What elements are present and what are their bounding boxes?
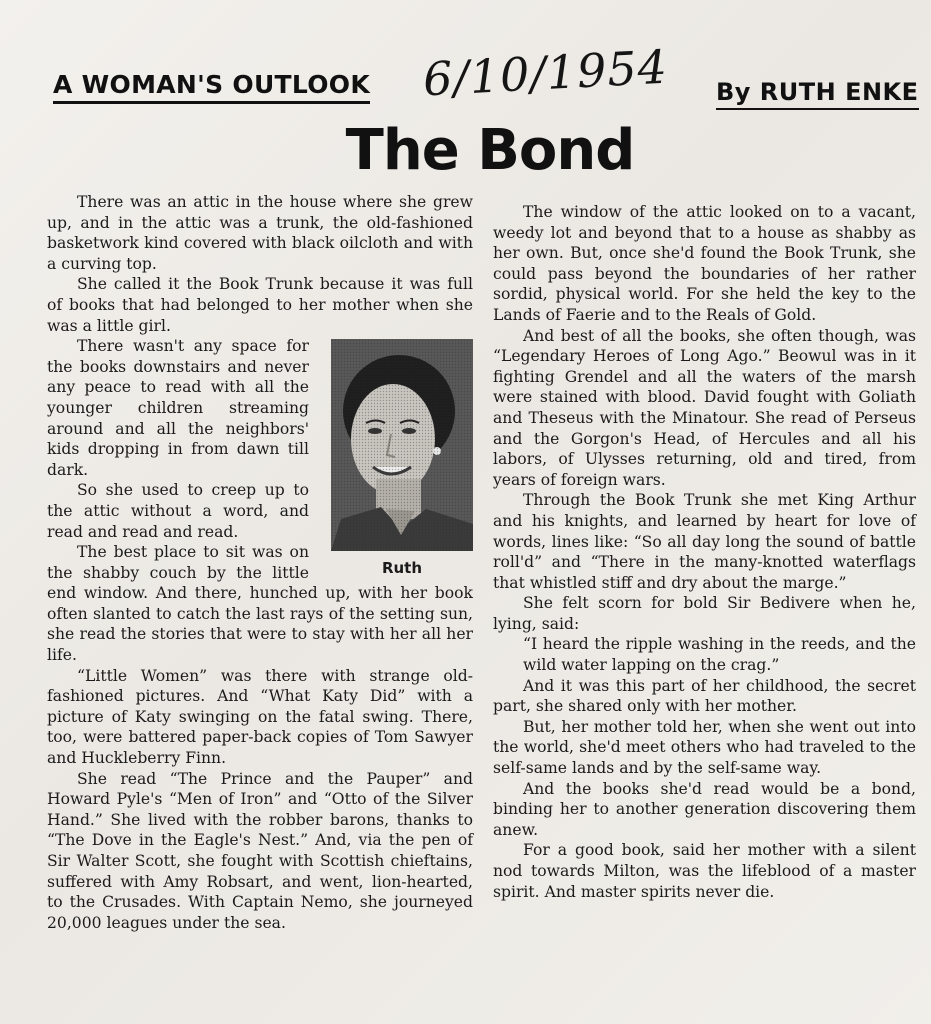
author-photo-block — [323, 339, 473, 579]
paragraph: She read “The Prince and the Pauper” and Howard Pyle's “Men of Iron” and “Otto of the Silver Hand.” She lived with the robber barons, thanks to “The Dove in the Eagle's Nest.” And, via the pen of Sir Walter Scott, she fought with Scottish chieftains, suffered with Amy Robsart, and went, lion-hearted, to the Crusades. With Captain Nemo, she journeyed 20,000 leagues under the sea. — [47, 769, 473, 932]
paragraph: And best of all the books, she often though, was “Legendary Heroes of Long Ago.” Beowul was in it fighting Grendel and all the waters of the marsh were stained with blood. David fought with Goliath and Theseus with the Minatour. She read of Perseus and the Gorgon's Head, of Hercules and all his labors, of Ulysses returning, old and tired, from years of foreign wars. — [493, 326, 916, 489]
paragraph: For a good book, said her mother with a silent nod towards Milton, was the lifeblood of a master spirit. And master spirits never die. — [493, 841, 916, 901]
paragraph: Through the Book Trunk she met King Arthur and his knights, and learned by heart for love of words, lines like: “So all day long the sound of battle roll'd” and “There in the many-knotted waterflags that whistled stiff and dry about the marge.” — [493, 491, 916, 592]
paragraph: There wasn't any space for the books downstairs and never any peace to read with all the younger children streaming around and all the neighbors' kids dropping in from dawn till dark. — [47, 337, 309, 479]
article-title: The Bond — [345, 118, 635, 183]
right-column — [493, 202, 916, 902]
paragraph: But, her mother told her, when she went out into the world, she'd meet others who had traveled to the self-same lands and by the self-same way. — [493, 717, 916, 778]
handwritten-date: 6/10/1954 — [421, 39, 670, 107]
paragraph: And it was this part of her childhood, the secret part, she shared only with her mother. — [493, 676, 916, 716]
paragraph: And the books she'd read would be a bond, binding her to another generation discovering them anew. — [493, 779, 916, 839]
paragraph: There was an attic in the house where she grew up, and in the attic was a trunk, the old-fashioned basketwork kind covered with black oilcloth and with a curving top. — [47, 193, 473, 273]
paragraph: “Little Women” was there with strange old-fashioned pictures. And “What Katy Did” with a picture of Katy swinging on the fatal swing. There, too, were battered paper-back copies of Tom Sawyer and Huckleberry Finn. — [47, 666, 473, 768]
paragraph: The best place to sit was on the shabby couch by the little end window. And there, hunched up, with her book often slanted to catch the last rays of the setting sun, she read the stories that were to stay with her all her life. — [47, 543, 473, 665]
photo-caption: Ruth — [381, 559, 423, 578]
paragraph: She felt scorn for bold Sir Bedivere when he, lying, said: — [493, 594, 916, 633]
column-name: A WOMAN'S OUTLOOK — [53, 70, 370, 104]
paragraph: So she used to creep up to the attic without a word, and read and read and read. — [47, 481, 309, 541]
left-column — [47, 192, 473, 933]
quoted-verse: “I heard the ripple washing in the reeds, and the wild water lapping on the crag.” — [523, 635, 916, 675]
author-photo — [331, 339, 473, 551]
byline: By RUTH ENKE — [716, 78, 919, 110]
paragraph: The window of the attic looked on to a vacant, weedy lot and beyond that to a house as shabby as her own. But, once she'd found the Book Trunk, she could pass beyond the boundaries of her rather sordid, physical world. For she held the key to the Lands of Faerie and to the Reals of Gold. — [493, 203, 916, 324]
paragraph: She called it the Book Trunk because it was full of books that had belonged to her mother when she was a little girl. — [47, 275, 473, 335]
